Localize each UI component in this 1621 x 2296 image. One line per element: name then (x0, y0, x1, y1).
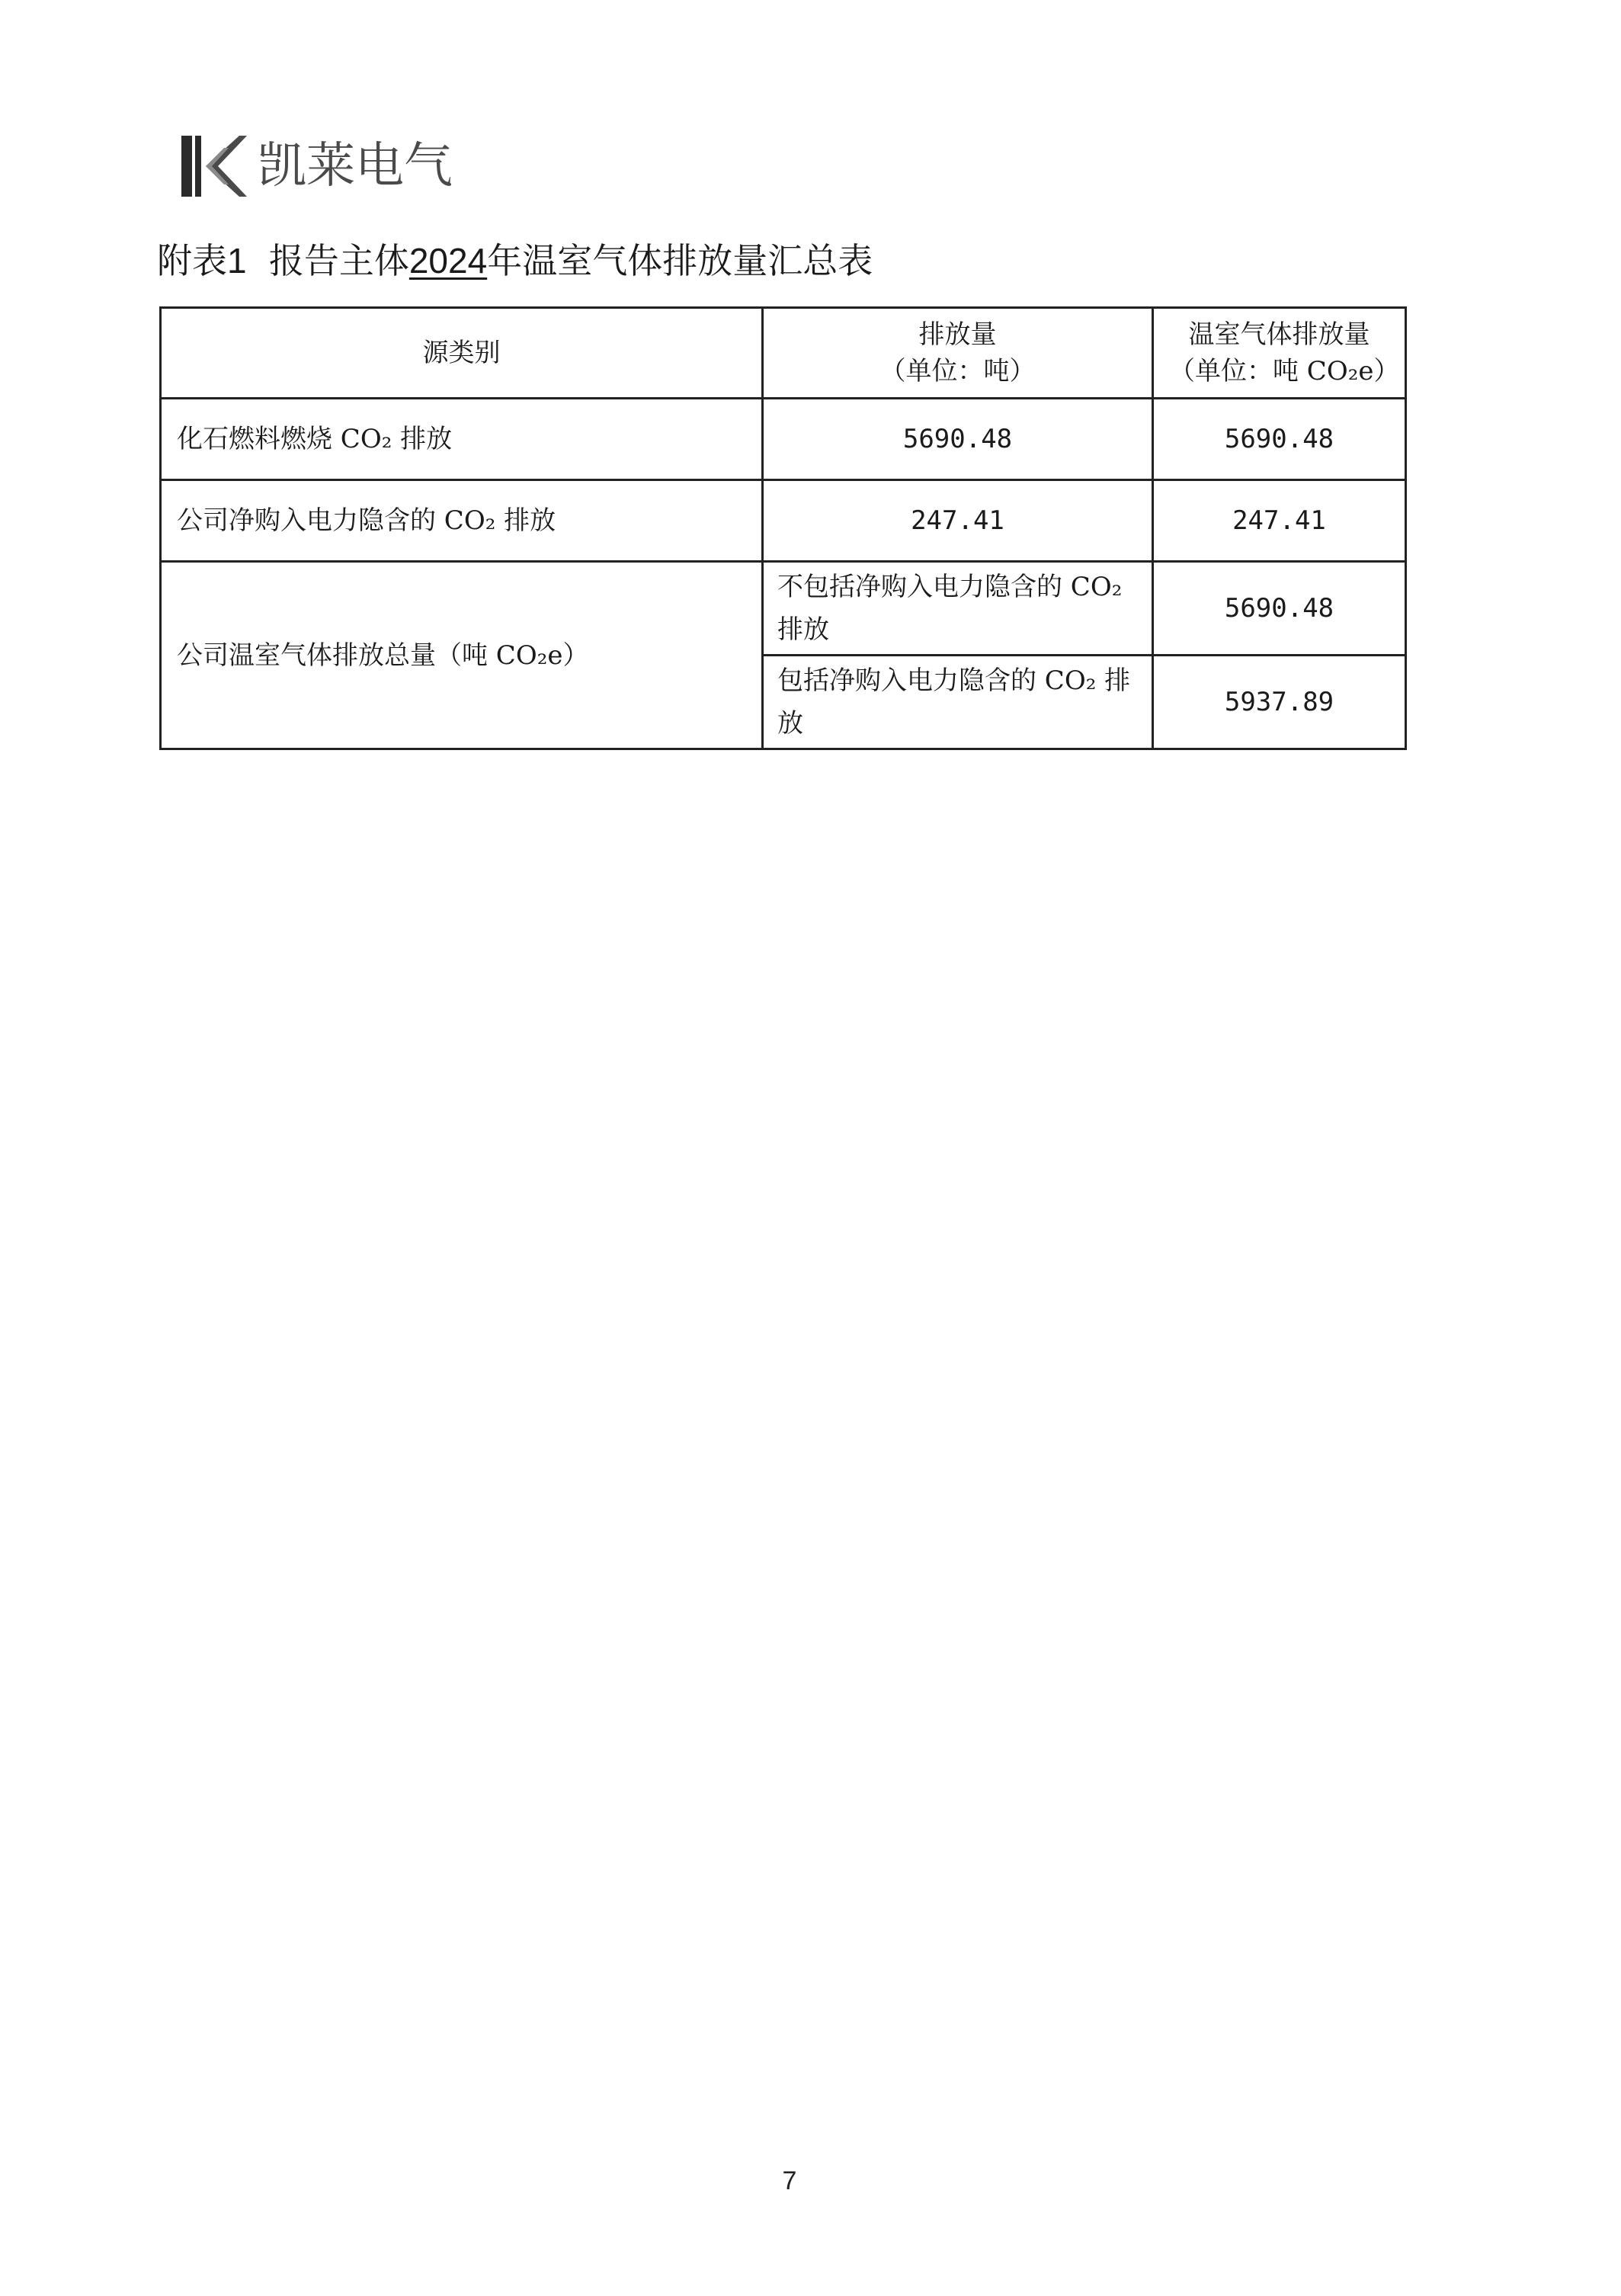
table-header-row (161, 308, 1406, 399)
row-ghg-value: 5690.48 (1153, 399, 1406, 480)
total-subrow-label: 包括净购入电力隐含的 CO₂ 排放 (763, 656, 1153, 749)
total-subrow-value: 5690.48 (1153, 562, 1406, 656)
table-row (161, 480, 1406, 562)
header-ghg-label: 温室气体排放量 (1188, 319, 1370, 350)
header-emissions (763, 308, 1153, 399)
title-prefix: 附表 (157, 240, 227, 281)
header-emissions-label: 排放量 (918, 319, 997, 350)
total-subrow-value: 5937.89 (1153, 656, 1406, 749)
emissions-summary-table (159, 306, 1407, 750)
total-category: 公司温室气体排放总量（吨 CO₂e） (161, 562, 763, 749)
row-emissions-value: 5690.48 (763, 399, 1153, 480)
row-ghg-value: 247.41 (1153, 480, 1406, 562)
table-row (161, 399, 1406, 480)
table-row (161, 562, 1406, 656)
row-category: 化石燃料燃烧 CO₂ 排放 (161, 399, 763, 480)
company-logo (180, 131, 453, 201)
row-category: 公司净购入电力隐含的 CO₂ 排放 (161, 480, 763, 562)
header-source-category: 源类别 (161, 308, 763, 399)
k-logo-icon (180, 131, 248, 201)
title-pre-year: 报告主体 (268, 240, 409, 281)
title-table-number: 1 (227, 241, 247, 281)
page-title (157, 238, 873, 284)
title-year: 2024 (408, 241, 488, 281)
header-ghg-emissions (1153, 308, 1406, 399)
title-post-year: 年温室气体排放量汇总表 (487, 240, 873, 281)
total-subrow-label: 不包括净购入电力隐含的 CO₂ 排放 (763, 562, 1153, 656)
header-emissions-unit: （单位：吨） (879, 356, 1036, 386)
logo-text: 凯莱电气 (258, 138, 453, 194)
header-ghg-unit: （单位：吨 CO₂e） (1169, 356, 1400, 386)
page-number: 7 (782, 2166, 797, 2195)
row-emissions-value: 247.41 (763, 480, 1153, 562)
